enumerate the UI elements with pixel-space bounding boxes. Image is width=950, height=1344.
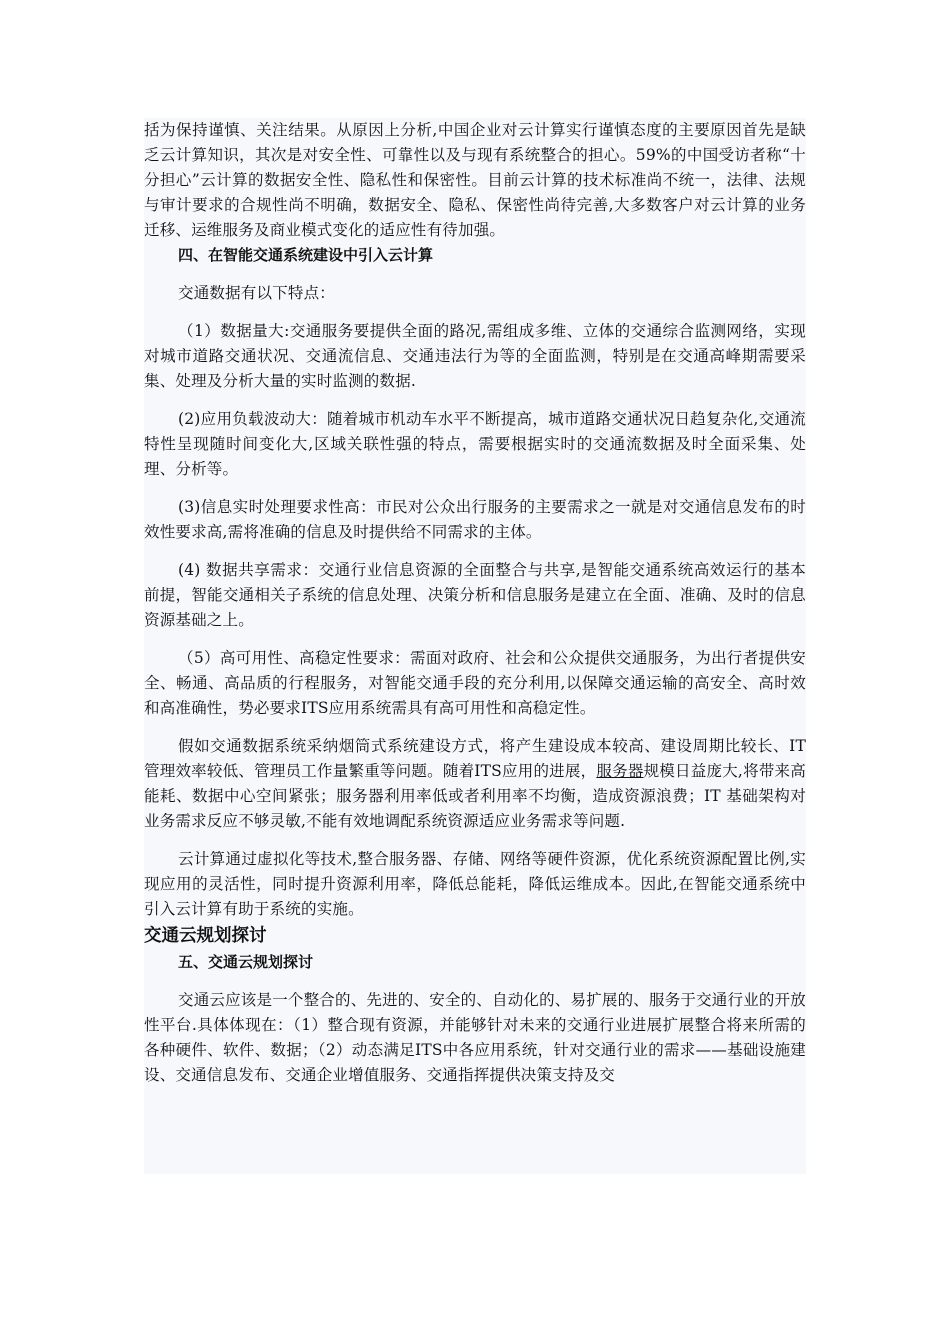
paragraph-traffic-intro: 交通数据有以下特点： xyxy=(178,284,336,302)
paragraph-intro: 括为保持谨慎、关注结果。从原因上分析,中国企业对云计算实行谨慎态度的主要原因首先是缺乏云计算知识，其次是对安全性、可靠性以及与现有系统整合的担心。59%的中国受访者称“十分担心”云计算的数据安全性、隐私性和保密性。目前云计算的技术标准尚不统一，法律、法规与审计要求的合规性尚不明确，数据安全、隐私、保密性尚待完善,大多数客户对云计算的业务迁移、运维服务及商业模式变化的适应性有待加强。 xyxy=(144,121,806,239)
paragraph-chimney-part2: 规模日益庞大,将带来高能耗、数据中心空间紧张；服务器利用率低或者利用率不均衡，造成资源浪费；IT 基础架构对业务需求反应不够灵敏,不能有效地调配系统资源适应业务需求等问题. xyxy=(144,762,806,830)
section-heading-four: 四、在智能交通系统建设中引入云计算 xyxy=(178,246,434,264)
server-link[interactable]: 服务器 xyxy=(596,762,644,780)
paragraph-item-3: (3)信息实时处理要求性高：市民对公众出行服务的主要需求之一就是对交通信息发布的时效性要求高,需将准确的信息及时提供给不同需求的主体。 xyxy=(144,498,806,541)
section-heading-five: 五、交通云规划探讨 xyxy=(178,953,314,971)
paragraph-item-1: （1）数据量大:交通服务要提供全面的路况,需组成多维、立体的交通综合监测网络，实现对城市道路交通状况、交通流信息、交通违法行为等的全面监测，特别是在交通高峰期需要采集、处理及分析大量的实时监测的数据. xyxy=(144,322,806,390)
paragraph-cloud: 云计算通过虚拟化等技术,整合服务器、存储、网络等硬件资源，优化系统资源配置比例,实现应用的灵活性，同时提升资源利用率，降低总能耗，降低运维成本。因此,在智能交通系统中引入云计算有助于系统的实施。 xyxy=(144,850,806,918)
paragraph-last: 交通云应该是一个整合的、先进的、安全的、自动化的、易扩展的、服务于交通行业的开放性平台.具体体现在：（1）整合现有资源，并能够针对未来的交通行业进展扩展整合将来所需的各种硬件、软件、数据；（2）动态满足ITS中各应用系统，针对交通行业的需求——基础设施建设、交通信息发布、交通企业增值服务、交通指挥提供决策支持及交 xyxy=(144,991,806,1084)
paragraph-item-4: (4) 数据共享需求：交通行业信息资源的全面整合与共享,是智能交通系统高效运行的基本前提，智能交通相关子系统的信息处理、决策分析和信息服务是建立在全面、准确、及时的信息资源基础之上。 xyxy=(144,561,806,629)
paragraph-chimney xyxy=(144,734,806,834)
paragraph-item-2: (2)应用负载波动大：随着城市机动车水平不断提高，城市道路交通状况日趋复杂化,交通流特性呈现随时间变化大,区域关联性强的特点，需要根据实时的交通流数据及时全面采集、处理、分析等。 xyxy=(144,410,806,478)
section-heading-traffic-cloud: 交通云规划探讨 xyxy=(144,926,267,946)
paragraph-item-5: （5）高可用性、高稳定性要求：需面对政府、社会和公众提供交通服务，为出行者提供安全、畅通、高品质的行程服务，对智能交通手段的充分利用,以保障交通运输的高安全、高时效和高准确性，势必要求ITS应用系统需具有高可用性和高稳定性。 xyxy=(144,649,806,717)
paragraph-chimney-part1: 假如交通数据系统采纳烟筒式系统建设方式，将产生建设成本较高、建设周期比较长、IT管理效率较低、管理员工作量繁重等问题。随着ITS应用的进展， xyxy=(144,737,806,780)
document-body xyxy=(144,118,806,1174)
